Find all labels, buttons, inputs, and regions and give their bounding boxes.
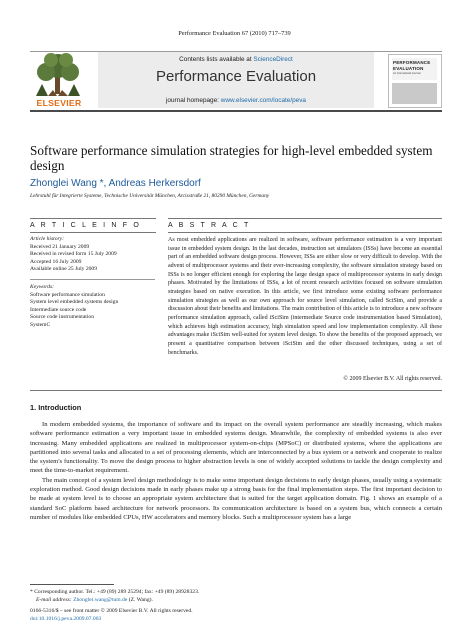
journal-name: Performance Evaluation	[155, 68, 317, 85]
footnote-corresponding-text: Corresponding author. Tel.: +49 (89) 289 25294; fax: +49 (89) 28928323.	[34, 589, 200, 595]
footnote-rule	[30, 584, 114, 585]
keywords-label: Keywords:	[30, 283, 55, 290]
abstract-copyright: © 2009 Elsevier B.V. All rights reserved.	[343, 376, 442, 382]
cover-title-line1: PERFORMANCE	[393, 60, 431, 65]
footnote-marker: *	[30, 589, 33, 595]
footnote-email-line	[30, 597, 442, 605]
elsevier-logo-text: ELSEVIER	[36, 98, 82, 108]
history-accepted: Accepted 16 July 2009	[30, 258, 82, 265]
author-affiliation: Lehrstuhl für Integrierte Systeme, Technische Universität München, Arcisstraße 21, 80290 München, Germany	[30, 193, 270, 199]
contents-line	[98, 56, 374, 63]
cover-title-line2: EVALUATION	[393, 66, 424, 71]
section-heading-introduction: 1. Introduction	[30, 403, 82, 412]
abstract-top-rule	[168, 218, 442, 219]
abstract-heading: A B S T R A C T	[168, 222, 251, 229]
keyword-item: System level embedded systems design	[30, 299, 119, 306]
issn-block	[30, 608, 442, 624]
homepage-prefix: journal homepage:	[166, 97, 219, 104]
contents-prefix: Contents lists available at	[179, 56, 252, 63]
introduction-body	[30, 420, 442, 522]
doi-link[interactable]: doi:10.1016/j.peva.2009.07.003	[30, 615, 102, 622]
intro-paragraph: In modern embedded systems, the importance of software and its impact on the overall system performance are steadily increasing, which makes software performance estimation a very important issue in embedded systems design. Meanwhile, the complexity of embedded systems is also ever increasing. Many embedded applications are realized in multiprocessor system-on-chips (MPSoC) or distributed systems, where the applications are partitioned into several tasks and allocated to a set of processing elements, which are interconnected by a bus system or a network and cooperate to realize the system's functionality. To move the design process to higher abstraction levels is one of widely accepted solutions to tackle the design complexity and meet the time-to-market requirement.	[30, 421, 442, 475]
footnote	[30, 589, 442, 605]
keyword-item: Source code instrumentation	[30, 314, 95, 321]
sciencedirect-link[interactable]: ScienceDirect	[253, 56, 293, 63]
issn-line: 0166-5316/$ – see front matter © 2009 Elsevier B.V. All rights reserved.	[30, 608, 193, 614]
abstract-text: As most embedded applications are realized in software, software performance estimation is a very important issue in embedded system design. In the last decades, instruction set simulators (ISSs) have become an essential part of an embedded software design process. However, ISSs are either slow or very difficult to develop. With the advent of multiprocessor systems and their ever-increasing complexity, the software simulation strategy based on ISSs is no longer efficient enough for exploring the large design space of multiprocessor systems in early design phases. Motivated by the limitations of ISSs, a lot of recent research activities focused on software simulation strategies based on native execution. In this article, we first introduce some existing software performance simulation strategies as well as our own approach for source level simulation, called SciSim, and provide a discussion about their benefits and limitations. The main contribution of this article is to introduce a new software performance simulation approach, called iSciSim (intermediate Source code instrumentation based Simulation), which achieves high estimation accuracy, high simulation speed and low implementation complexity. All these advantages make iSciSim well-suited for system level design. To show the benefits of the proposed approach, we present a quantitative comparison between iSciSim and the other discussed techniques, using a set of benchmarks.	[168, 237, 442, 356]
intro-paragraph: The main concept of a system level design methodology is to make some important design decisions in early design phases, usually using a systematic exploration method. Good design decisions made in early phases make up a strong basis for the final implementation steps. The first important decision to be made at system level is to choose an appropriate system architecture that is suited for the target application domain. Fig. 1 shows an example of a standard SoC platform based architecture for network processors. Its communication architecture is based on a system bus, which connects a certain number of modules like embedded CPUs, HW accelerators and memory blocks. Such a multiprocessor system has a large	[30, 476, 442, 521]
article-info-heading: A R T I C L E I N F O	[30, 222, 142, 229]
cover-image	[392, 83, 437, 104]
history-online: Available online 25 July 2009	[30, 266, 98, 273]
history-revised: Received in revised form 15 July 2009	[30, 251, 117, 258]
keyword-item: SystemC	[30, 321, 51, 328]
info-heading-rule	[30, 232, 156, 233]
keyword-item: Intermediate source code	[30, 306, 87, 313]
journal-homepage-line	[98, 97, 374, 104]
article-authors[interactable]: Zhonglei Wang *, Andreas Herkersdorf	[30, 178, 201, 189]
footnote-email-label: E-mail address:	[36, 596, 72, 603]
keyword-item: Software performance simulation	[30, 291, 105, 298]
cover-subtitle: An International Journal	[393, 72, 421, 75]
history-label: Article history:	[30, 236, 65, 242]
info-top-rule	[30, 218, 156, 219]
info-divider	[30, 279, 155, 280]
article-info-column	[30, 236, 155, 330]
header-bottom-rule	[30, 110, 442, 112]
abstract-bottom-rule	[30, 390, 442, 391]
author-email-link[interactable]: Zhonglei.wang@tum.de	[73, 596, 128, 603]
footnote-corresponding	[30, 589, 442, 597]
history-received: Received 21 January 2009	[30, 243, 90, 250]
article-title: Software performance simulation strategies for high-level embedded system design	[30, 143, 433, 173]
running-head: Performance Evaluation 67 (2010) 717–739	[178, 30, 291, 37]
journal-cover-thumbnail	[388, 54, 442, 108]
footnote-email-suffix: (Z. Wang).	[128, 596, 153, 603]
abstract-heading-rule	[168, 232, 442, 233]
journal-homepage-link[interactable]: www.elsevier.com/locate/peva	[220, 97, 306, 104]
